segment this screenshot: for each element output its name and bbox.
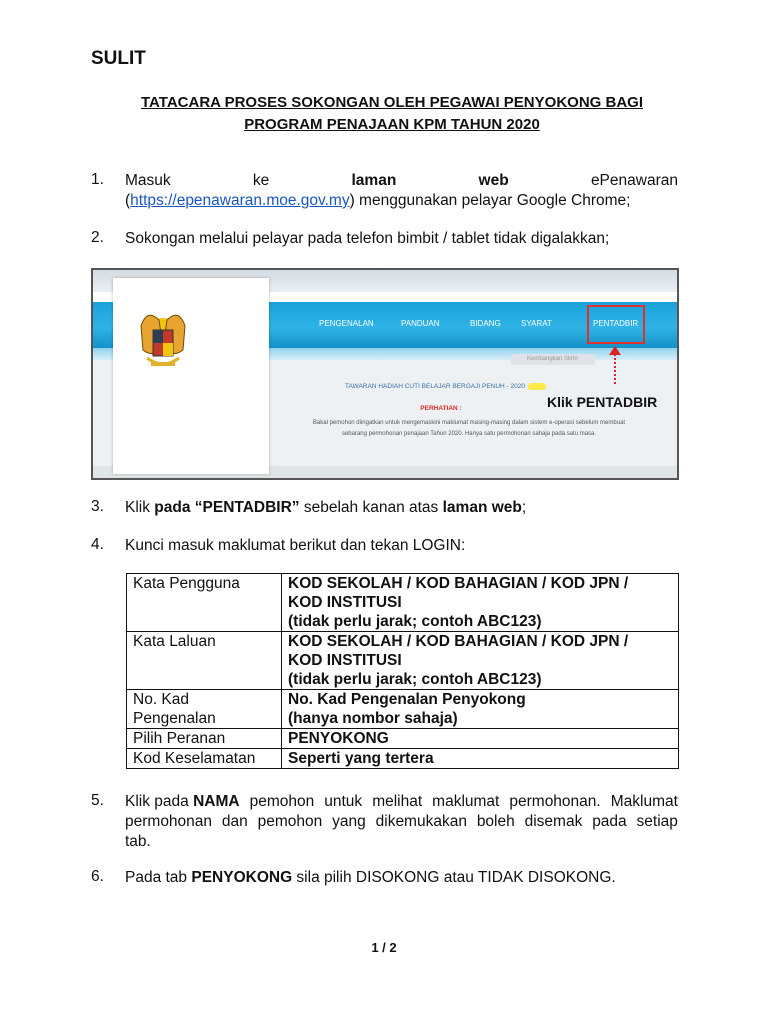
perhatian-heading: PERHATIAN :: [420, 405, 462, 412]
word: ke: [252, 172, 270, 189]
word: pada: [592, 813, 627, 830]
table-value: [282, 574, 679, 632]
step-5-text: [125, 792, 678, 852]
epenawaran-link[interactable]: https://epenawaran.moe.gov.my: [130, 192, 350, 209]
step-3-text: [125, 498, 678, 518]
step-5-number: 5.: [91, 792, 104, 809]
value-line: No. Kad Pengenalan Penyokong: [288, 691, 526, 708]
table-label: [127, 690, 282, 729]
table-row: [127, 749, 679, 769]
step-5-line2: [125, 812, 678, 832]
arrow-line: [614, 354, 616, 384]
pentadbir-highlight-box: [587, 305, 645, 344]
value-line: KOD INSTITUSI: [288, 594, 402, 611]
word: setiap: [636, 813, 678, 830]
word: pemohon: [249, 793, 315, 810]
value-line: (hanya nombor sahaja): [288, 710, 458, 727]
table-row: [127, 729, 679, 749]
word-group: [125, 792, 240, 812]
tawaran-link[interactable]: [345, 383, 546, 390]
login-info-table: [126, 573, 679, 769]
nav-pengenalan[interactable]: PENGENALAN: [319, 319, 374, 328]
document-title-line1: TATACARA PROSES SOKONGAN OLEH PEGAWAI PENYOKONG BAGI: [141, 94, 643, 111]
word: disemak: [524, 813, 583, 830]
step-6-number: 6.: [91, 868, 104, 885]
table-label: Kata Pengguna: [127, 574, 282, 632]
label-line: No. Kad: [133, 691, 190, 708]
value-line: (tidak perlu jarak; contoh ABC123): [288, 671, 542, 688]
word: permohonan.: [509, 793, 601, 810]
klik-pentadbir-callout: Klik PENTADBIR: [547, 394, 658, 410]
word-bold: laman: [351, 172, 397, 189]
bold-text: PENYOKONG: [191, 869, 293, 886]
text: Klik pada: [125, 793, 194, 810]
notice-line2: sebarang permohonan penajaan Tahun 2020. Hanya satu permohonan sahaja pada satu masa.: [341, 431, 597, 437]
word: Masuk: [125, 172, 171, 189]
value-line: KOD SEKOLAH / KOD BAHAGIAN / KOD JPN /: [288, 575, 629, 592]
table-value: [282, 690, 679, 729]
word: untuk: [324, 793, 363, 810]
notice-line1: Bakal pemohon diingatkan untuk mengemaskini maklumat masing-masing dalam sistem e-operasi sebelum membuat: [312, 420, 626, 426]
step-4-number: 4.: [91, 536, 104, 553]
table-row: [127, 574, 679, 632]
logo-card: [113, 278, 269, 474]
nav-panduan[interactable]: PANDUAN: [401, 319, 440, 328]
nav-bidang[interactable]: BIDANG: [470, 319, 501, 328]
bold-text: laman web: [442, 499, 522, 516]
word: melihat: [372, 793, 423, 810]
text: sebelah kanan atas: [299, 499, 443, 516]
paren: (: [125, 192, 131, 209]
value-line: KOD SEKOLAH / KOD BAHAGIAN / KOD JPN /: [288, 633, 629, 650]
page-number: 1 / 2: [371, 940, 397, 955]
step-1-line1: [125, 171, 678, 191]
classification-label: SULIT: [91, 48, 146, 69]
word: ePenawaran: [590, 172, 678, 189]
nav-pentadbir[interactable]: PENTADBIR: [593, 319, 639, 328]
word: maklumat: [432, 793, 500, 810]
table-label: Kod Keselamatan: [127, 749, 282, 769]
coat-of-arms-icon: [113, 278, 269, 474]
word: Maklumat: [610, 793, 678, 810]
table-row: [127, 690, 679, 729]
text: Pada tab: [125, 869, 192, 886]
search-box[interactable]: Kembangkan Skrin: [511, 354, 595, 365]
document-title-line2: PROGRAM PENAJAAN KPM TAHUN 2020: [244, 116, 540, 133]
word: dan: [221, 813, 248, 830]
step-1-text: [125, 171, 678, 211]
table-row: [127, 632, 679, 690]
word: permohonan: [125, 813, 213, 830]
website-screenshot: [91, 268, 679, 480]
table-label: Pilih Peranan: [127, 729, 282, 749]
table-value: PENYOKONG: [282, 729, 679, 749]
tawaran-text: TAWARAN HADIAH CUTI BELAJAR BERGAJI PENUH - 2020: [345, 383, 525, 391]
word: boleh: [476, 813, 515, 830]
value-line: (tidak perlu jarak; contoh ABC123): [288, 613, 542, 630]
label-line: Pengenalan: [133, 710, 216, 727]
value-line: KOD INSTITUSI: [288, 652, 402, 669]
word-bold: web: [478, 172, 509, 189]
step-1-number: 1.: [91, 171, 104, 188]
step-2-number: 2.: [91, 229, 104, 246]
step-2-text: Sokongan melalui pelayar pada telefon bimbit / tablet tidak digalakkan;: [125, 230, 610, 247]
word: yang: [332, 813, 366, 830]
step-1-rest: ) menggunakan pelayar Google Chrome;: [349, 192, 631, 209]
bold-text: pada “PENTADBIR”: [154, 499, 300, 516]
text: sila pilih DISOKONG atau TIDAK DISOKONG.: [292, 869, 616, 886]
step-4-text: Kunci masuk maklumat berikut dan tekan LOGIN:: [125, 537, 466, 554]
table-label: Kata Laluan: [127, 632, 282, 690]
table-value: [282, 632, 679, 690]
bold-text: NAMA: [193, 793, 240, 810]
text: ;: [521, 499, 527, 516]
new-badge: [528, 383, 546, 390]
step-3-number: 3.: [91, 498, 104, 515]
step-5-line3: tab.: [125, 833, 151, 850]
step-1-line2: [125, 191, 678, 211]
nav-syarat[interactable]: SYARAT: [521, 319, 552, 328]
step-6-text: [125, 868, 678, 888]
step-5-line1: [125, 792, 678, 812]
word: pemohon: [257, 813, 323, 830]
word: dikemukakan: [375, 813, 467, 830]
table-value: Seperti yang tertera: [282, 749, 679, 769]
text: Klik: [125, 499, 155, 516]
